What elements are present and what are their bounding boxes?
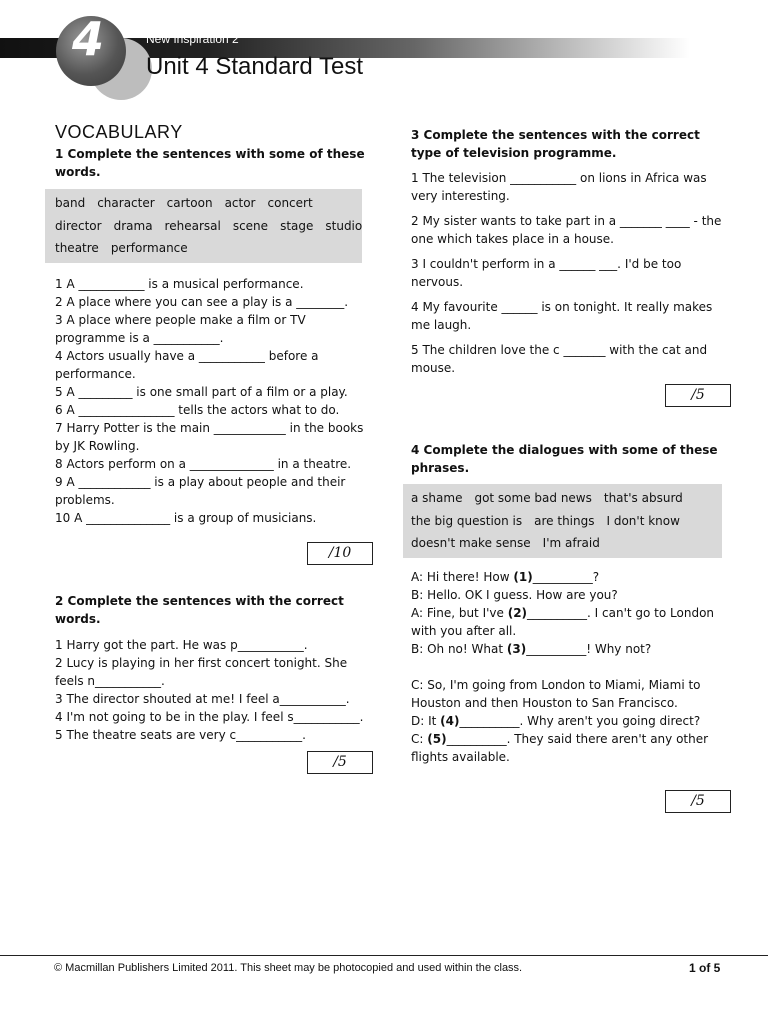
dialogue-line — [411, 640, 731, 658]
dialogue-text: A: Fine, but I've — [411, 605, 508, 620]
word-box-word: stage — [280, 218, 314, 233]
dialogue-line — [411, 568, 731, 586]
footer-copyright: © Macmillan Publishers Limited 2011. This sheet may be photocopied and used within the class. — [54, 962, 523, 974]
exercise-3-item: 4 My favourite ______ is on tonight. It really makes me laugh. — [411, 300, 713, 332]
exercise-3-item: 2 My sister wants to take part in a _______ ____ - the one which takes place in a house. — [411, 214, 722, 246]
word-box-word: character — [97, 196, 155, 211]
vocabulary-heading: VOCABULARY — [55, 122, 183, 142]
exercise-2-item: 4 I'm not going to be in the play. I feel s___________. — [55, 709, 364, 724]
unit-number: 4 — [71, 12, 104, 66]
word-box-word: studio — [325, 218, 363, 233]
dialogue-text: B: Oh no! What — [411, 641, 507, 656]
exercise-2-items — [55, 636, 373, 744]
exercise-3-item: 1 The television ___________ on lions in Africa was very interesting. — [411, 171, 707, 203]
dialogue-text: A: Hi there! How — [411, 569, 514, 584]
exercise-1-item: 1 A ___________ is a musical performance. — [55, 276, 304, 291]
dialogue-text: C: — [411, 731, 428, 746]
word-box-word: drama — [113, 218, 153, 233]
exercise-1-items — [55, 275, 373, 527]
dialogue-line — [411, 712, 731, 730]
page-title: Unit 4 Standard Test — [146, 53, 364, 80]
page-number: 1 of 5 — [689, 961, 721, 975]
exercise-3-item: 3 I couldn't perform in a ______ ___. I'd be too nervous. — [411, 257, 682, 289]
exercise-2-instruction: 2 Complete the sentences with the correct words. — [55, 593, 344, 626]
dialogue-text: __________. Why aren't you going direct? — [459, 713, 701, 728]
word-box-word: band — [55, 196, 86, 211]
dialogue-line — [411, 730, 731, 766]
exercise-3-score-box: /5 — [665, 384, 731, 407]
word-box-word-row — [55, 237, 362, 260]
phrase-box-phrase-row — [411, 510, 722, 533]
phrase-box-phrase: are things — [534, 513, 595, 528]
dialogue-2 — [411, 676, 731, 766]
exercise-4-instruction: 4 Complete the dialogues with some of these phrases. — [411, 443, 718, 475]
exercise-1-instruction: 1 Complete the sentences with some of these words. — [55, 147, 365, 179]
left-column — [55, 123, 373, 774]
exercise-1-item: 6 A ________________ tells the actors what to do. — [55, 402, 340, 417]
exercise-1-item: 4 Actors usually have a ___________ before a performance. — [55, 348, 319, 381]
gap-number: (1) — [513, 569, 533, 584]
exercise-1-item: 5 A _________ is one small part of a film or a play. — [55, 384, 348, 399]
exercise-2-score-box: /5 — [307, 751, 373, 774]
exercise-1-item: 10 A ______________ is a group of musicians. — [55, 510, 317, 525]
word-box-word: rehearsal — [164, 218, 221, 233]
phrase-box-phrase-row — [411, 487, 722, 510]
exercise-1-item: 9 A ____________ is a play about people and their problems. — [55, 474, 346, 507]
dialogue-line — [411, 604, 731, 640]
word-box-word: performance — [110, 241, 188, 256]
word-box-word: cartoon — [166, 196, 213, 211]
word-box-word: theatre — [55, 241, 99, 256]
exercise-1-item: 3 A place where people make a film or TV programme is a ___________. — [55, 312, 306, 345]
dialogue-text: C: So, I'm going from London to Miami, Miami to Houston and then Houston to San Francisco. — [411, 677, 701, 710]
word-box-word: actor — [224, 196, 256, 211]
dialogue-text: B: Hello. OK I guess. How are you? — [411, 587, 618, 602]
word-box-word: scene — [232, 218, 269, 233]
exercise-1-item: 2 A place where you can see a play is a ________. — [55, 294, 349, 309]
gap-number: (4) — [440, 713, 460, 728]
word-box — [45, 189, 362, 263]
exercise-1-item: 8 Actors perform on a ______________ in a theatre. — [55, 456, 352, 471]
dialogue-line — [411, 586, 731, 604]
dialogue-text: D: It — [411, 713, 441, 728]
word-box-word: concert — [267, 196, 313, 211]
phrase-box-phrase: I don't know — [606, 513, 680, 528]
exercise-2-item: 2 Lucy is playing in her first concert tonight. She feels n___________. — [55, 655, 348, 688]
dialogue-text: __________. They said there aren't any other flights available. — [411, 731, 709, 764]
dialogue-text: __________. I can't go to London with you after all. — [411, 605, 715, 638]
exercise-2-item: 5 The theatre seats are very c___________. — [55, 727, 306, 742]
exercise-2-item: 1 Harry got the part. He was p___________. — [55, 637, 308, 652]
exercise-4-score-box: /5 — [665, 790, 731, 813]
phrase-box-phrase: a shame — [411, 491, 463, 506]
word-box-word: director — [55, 218, 102, 233]
exercise-2-item: 3 The director shouted at me! I feel a___________. — [55, 691, 350, 706]
right-column — [411, 126, 731, 813]
footer-divider — [0, 955, 768, 956]
gap-number: (3) — [506, 641, 527, 656]
exercise-1-score-box: /10 — [307, 542, 373, 565]
exercise-3-items — [411, 169, 731, 377]
word-box-word-row — [55, 192, 362, 215]
dialogue-text: __________! Why not? — [526, 641, 652, 656]
phrase-box-phrase: I'm afraid — [542, 536, 600, 551]
phrase-box-phrase-row — [411, 532, 722, 555]
gap-number: (5) — [427, 731, 447, 746]
phrase-box-phrase: the big question is — [411, 513, 523, 528]
series-name: New Inspiration 2 — [146, 32, 239, 46]
exercise-3-instruction: 3 Complete the sentences with the correct type of television programme. — [411, 128, 700, 160]
dialogue-text: __________? — [532, 569, 600, 584]
dialogue-1 — [411, 568, 731, 658]
gap-number: (2) — [507, 605, 528, 620]
phrase-box-phrase: got some bad news — [474, 491, 592, 506]
dialogue-line — [411, 676, 731, 712]
phrase-box-phrase: doesn't make sense — [411, 536, 531, 551]
phrase-box — [403, 484, 722, 558]
word-box-word-row — [55, 215, 362, 238]
phrase-box-phrase: that's absurd — [603, 491, 683, 506]
exercise-1-item: 7 Harry Potter is the main ____________ in the books by JK Rowling. — [55, 420, 364, 453]
exercise-3-item: 5 The children love the c _______ with the cat and mouse. — [411, 343, 708, 375]
